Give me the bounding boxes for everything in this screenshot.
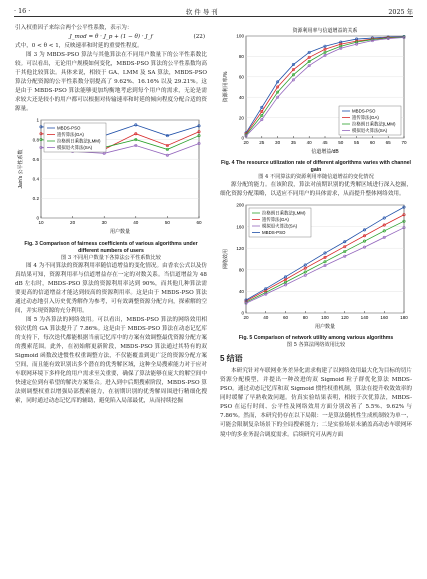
formula-number: (22): [193, 34, 205, 41]
y-tick-label: 200: [236, 202, 244, 208]
legend-label: MBDS-PSO: [262, 230, 286, 236]
fig5-caption-cn: 图 5 各算法网络效用比较: [286, 342, 346, 349]
x-tick-label: 20: [70, 220, 76, 226]
y-tick-label: 0: [241, 310, 244, 316]
x-axis-label: 用户数量: [109, 229, 131, 236]
x-tick-label: 80: [302, 315, 308, 321]
x-tick-label: 40: [133, 220, 139, 226]
x-tick-label: 45: [322, 140, 328, 145]
x-tick-label: 50: [164, 220, 170, 226]
x-tick-label: 70: [401, 140, 407, 145]
paragraph: 图 4 为不同算法的资源利用率随信道增益的变化情况。由香农公式以及仿真结果可知，资源利用率与信道增益存在一定的对数关系。当信道增益为 48 dB 左右时，MBDS-PSO 算法的资源利用率达到 90%，而其他几种算法需要更高的信道增益才能达到较高的资源利用率。这是由于 MBDS-PSO 算法通过动态地引入历史优秀解作为参考，可有效调整资源分配方向，探索解的空间，并实现资源的充分利用。: [15, 262, 207, 314]
y-tick-label: 0: [241, 135, 244, 141]
legend-label: 遗传算法(GA): [352, 115, 379, 121]
formula-text: J_mod = θ · J_p + (1 − θ) · J_f: [69, 34, 153, 41]
fig3-caption-cn: 图 3 不同用户数量下各算法公平性系数比较: [61, 254, 161, 261]
legend-label: MBDS-PSO: [352, 108, 376, 114]
legend-label: 模拟退火算法(SA): [57, 145, 93, 151]
y-tick-label: 0.6: [32, 157, 39, 163]
x-tick-label: 180: [400, 315, 408, 321]
journal-year: 2025 年: [388, 8, 413, 16]
legend-label: MBDS-PSO: [57, 126, 81, 132]
x-tick-label: 30: [275, 140, 281, 145]
y-tick-label: 100: [236, 33, 244, 39]
paragraph: 源分配的能力。在该阶段，算法对前期识别的优秀解区域进行深入挖掘，细化资源分配策略，以适应不同用户的具体需求，从而提升整体网络效用。: [220, 182, 412, 198]
y-tick-label: 0.2: [32, 196, 39, 202]
y-tick-label: 1: [36, 118, 39, 124]
page-header: [14, 6, 413, 17]
y-tick-label: 0: [36, 216, 39, 222]
y-tick-label: 120: [236, 246, 244, 252]
y-tick-label: 160: [236, 224, 244, 230]
x-axis-label: 信道增益/dB: [311, 149, 339, 155]
x-tick-label: 65: [385, 140, 391, 145]
formula: [15, 33, 207, 42]
right-column: [220, 24, 412, 440]
x-tick-label: 25: [259, 140, 265, 145]
x-tick-label: 60: [369, 140, 375, 145]
formula-note: 式中，0 < θ < 1，反映速率和时延的重要性程度。: [15, 43, 143, 50]
legend-label: 遗传算法(GA): [57, 132, 84, 138]
y-axis-label: 资源利用率/%: [223, 71, 229, 103]
intro-text: 引入权重因子来综合两个公平性系数，表示为：: [15, 25, 133, 31]
x-tick-label: 60: [282, 315, 289, 321]
y-axis-label: 网络效用: [223, 249, 229, 270]
journal-name: 软 件 导 刊: [186, 8, 218, 16]
legend-label: 拉格朗日乘数法(LMM): [57, 139, 101, 145]
section-title: 5 结语: [220, 354, 243, 364]
y-tick-label: 0.8: [32, 137, 39, 143]
y-tick-label: 40: [238, 289, 244, 295]
x-tick-label: 50: [338, 140, 344, 145]
x-tick-label: 30: [101, 220, 107, 226]
x-tick-label: 140: [360, 315, 369, 321]
left-column: [15, 24, 207, 406]
x-tick-label: 100: [321, 315, 329, 321]
x-tick-label: 20: [243, 140, 249, 145]
x-tick-label: 40: [263, 315, 269, 321]
x-tick-label: 35: [290, 140, 296, 145]
fig4-caption-cn: 图 4 不同算法的资源利用率随信道增益的变化情况: [258, 174, 374, 181]
x-tick-label: 60: [196, 220, 202, 226]
fig3-caption-en: Fig. 3 Comparison of fairness coefficients of various algorithms under different numbers of users: [24, 240, 198, 254]
legend-label: 拉格朗日乘数法(LMM): [262, 210, 306, 216]
y-tick-label: 0.4: [32, 176, 39, 182]
legend-label: 模拟退火算法(SA): [352, 128, 388, 134]
x-tick-label: 20: [243, 315, 249, 321]
x-tick-label: 55: [354, 140, 360, 145]
x-axis-label: 用户数量: [314, 324, 336, 331]
y-axis-label: Jain's 公平性系数: [18, 149, 24, 189]
chart-title: 资源利用率与信道增益的关系: [292, 28, 358, 34]
legend-label: 遗传算法(GA): [262, 217, 289, 223]
fig3-chart: [15, 114, 207, 236]
x-tick-label: 10: [38, 220, 44, 226]
y-tick-label: 60: [238, 74, 244, 80]
page-number: · 16 ·: [14, 7, 31, 15]
x-tick-label: 120: [340, 315, 349, 321]
y-tick-label: 80: [238, 267, 244, 273]
y-tick-label: 40: [238, 94, 244, 100]
x-tick-label: 160: [380, 315, 389, 321]
legend-label: 拉格朗日乘数法(LMM): [352, 121, 396, 127]
paragraph: 本研究针对车联网业务差异化需求构建了以网络效用最大化为目标的切片资源分配模型，并提出一种改进的双 Sigmoid 粒子群优化算法 MBDS-PSO。通过动态记忆库和双 Sigmoid 惯性权重机制，算法在提升收敛效率的同时缓解了早熟收敛问题。仿真实验结果表明，相较于次优算法，MBDS-PSO 在运行时间、公平性及网络效用方面分别改善了 5.5%、9.62% 与 7.86%。然而，本研究仍存在以下局限：一是算法随机性生成机制较为单一，可能会限制复杂场景下的全局搜索能力；二是实验场景未涵盖高动态车联网环境中的多业务混合调度需求。后续研究可从两方面: [220, 368, 412, 438]
fig4-caption-en: Fig. 4 The resource utilization rate of different algorithms varies with channel gain: [221, 160, 411, 174]
y-tick-label: 20: [238, 115, 244, 121]
x-tick-label: 40: [306, 140, 312, 145]
paragraph: 图 3 为 MBDS-PSO 算法与其他算法在不同用户数量下的公平性系数比较。可以看出，无论用户规模如何变化，MBDS-PSO 算法的公平性系数均高于其他比较算法。具体来说，相较于 GA、LMM 及 SA 算法，MBDS-PSO 算法分配资源的公平性系数分别提高了 9.62%、16.16% 以及 29.21%。这是由于 MBDS-PSO 算法能够更加均衡地考虑到每个用户的需求，无论是需求较大还是较小的用户都可以根据对传输速率和时延的倾向程度分配合适的资源量。: [15, 52, 207, 113]
paragraph: 图 5 为各算法的网络效用。可以看出，MBDS-PSO 算法的网络效用相较次优的 GA 算法提升了 7.86%。这是由于 MBDS-PSO 算法在动态记忆库的支持下，每次迭代都能根据当前记忆库中的方案有效调整最优资源分配方案的搜索范围。此外，在初始解更新阶段，MBDS-PSO 算法通过其特有的双 Sigmoid 函数改进惯性权重调整方法，不仅能覆盖到更广泛的资源分配方案空间，而且能有效识别出多个潜在的优秀解区域，这种全局搜索能力对于应对车联网环境下多样化的用户需求至关重要，确保了算法能够在庞大的解空间中快速定位到有希望的解决方案集合。进入到中后期搜索阶段，MBDS-PSO 算法则调整权重以增强局部搜索能力，在初期识别的优秀解周围进行精细化搜索，同时通过动态记忆库的辅助，避免陷入局部最优，从而持续挖掘: [15, 316, 207, 405]
legend-label: 模拟退火算法(SA): [262, 223, 298, 229]
fig5-chart: [220, 199, 412, 331]
fig5-caption-en: Fig. 5 Comparison of network utility among various algorithms: [238, 335, 394, 342]
series-line: [246, 228, 404, 304]
fig4-chart: [220, 24, 412, 156]
y-tick-label: 80: [238, 54, 244, 60]
